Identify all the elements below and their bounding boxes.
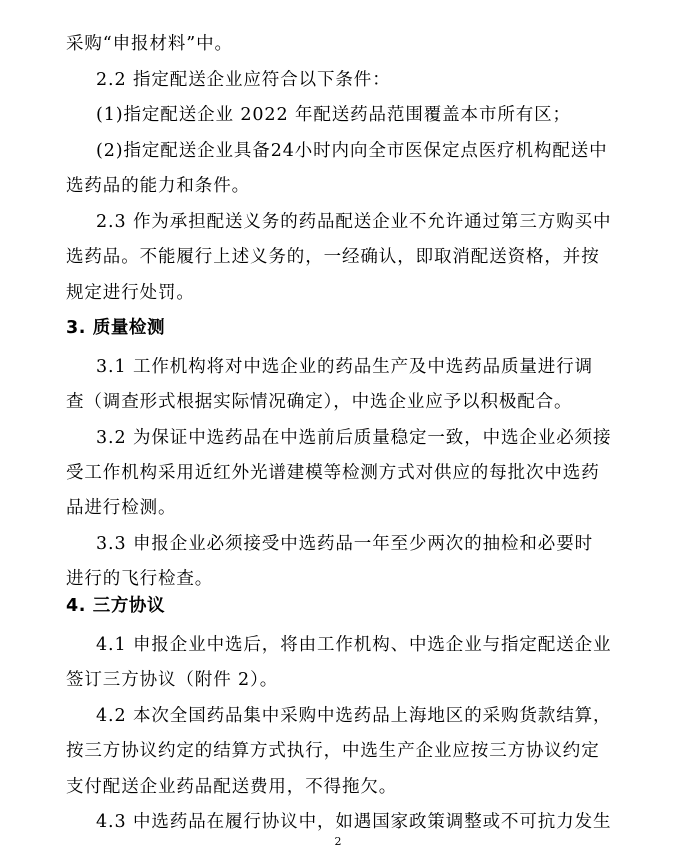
text-line-21: 按三方协议约定的结算方式执行，中选生产企业应按三方协议约定 — [66, 741, 600, 761]
text-line-10: 3.1 工作机构将对中选企业的药品生产及中选药品质量进行调 — [96, 357, 593, 377]
text-line-3: (1)指定配送企业 2022 年配送药品范围覆盖本市所有区； — [96, 105, 571, 125]
text-line-5: 选药品的能力和条件。 — [66, 176, 250, 196]
text-line-8: 规定进行处罚。 — [66, 283, 195, 303]
text-line-19: 签订三方协议（附件 2）。 — [66, 670, 279, 690]
text-line-20: 4.2 本次全国药品集中采购中选药品上海地区的采购货款结算， — [96, 706, 612, 726]
text-line-4: (2)指定配送企业具备24小时内向全市医保定点医疗机构配送中 — [96, 141, 608, 161]
text-line-1: 采购“申报材料”中。 — [66, 34, 233, 54]
text-line-23: 4.3 中选药品在履行协议中，如遇国家政策调整或不可抗力发生 — [96, 812, 612, 832]
text-line-6: 2.3 作为承担配送义务的药品配送企业不允许通过第三方购买中 — [96, 212, 612, 232]
text-line-14: 品进行检测。 — [66, 498, 177, 518]
text-line-16: 进行的飞行检查。 — [66, 569, 214, 589]
text-line-7: 选药品。不能履行上述义务的，一经确认，即取消配送资格，并按 — [66, 247, 600, 267]
text-line-12: 3.2 为保证中选药品在中选前后质量稳定一致，中选企业必须接 — [96, 428, 612, 448]
text-line-2: 2.2 指定配送企业应符合以下条件： — [96, 70, 391, 90]
text-line-18: 4.1 申报企业中选后，将由工作机构、中选企业与指定配送企业 — [96, 635, 612, 655]
text-line-11: 查（调查形式根据实际情况确定），中选企业应予以积极配合。 — [66, 392, 573, 412]
section-heading-3: 3. 质量检测 — [66, 318, 166, 338]
text-line-22: 支付配送企业药品配送费用，不得拖欠。 — [66, 777, 398, 797]
section-heading-4: 4. 三方协议 — [66, 596, 166, 616]
text-line-13: 受工作机构采用近红外光谱建模等检测方式对供应的每批次中选药 — [66, 463, 600, 483]
page-number: 2 — [334, 835, 342, 848]
text-line-15: 3.3 申报企业必须接受中选药品一年至少两次的抽检和必要时 — [96, 534, 593, 554]
